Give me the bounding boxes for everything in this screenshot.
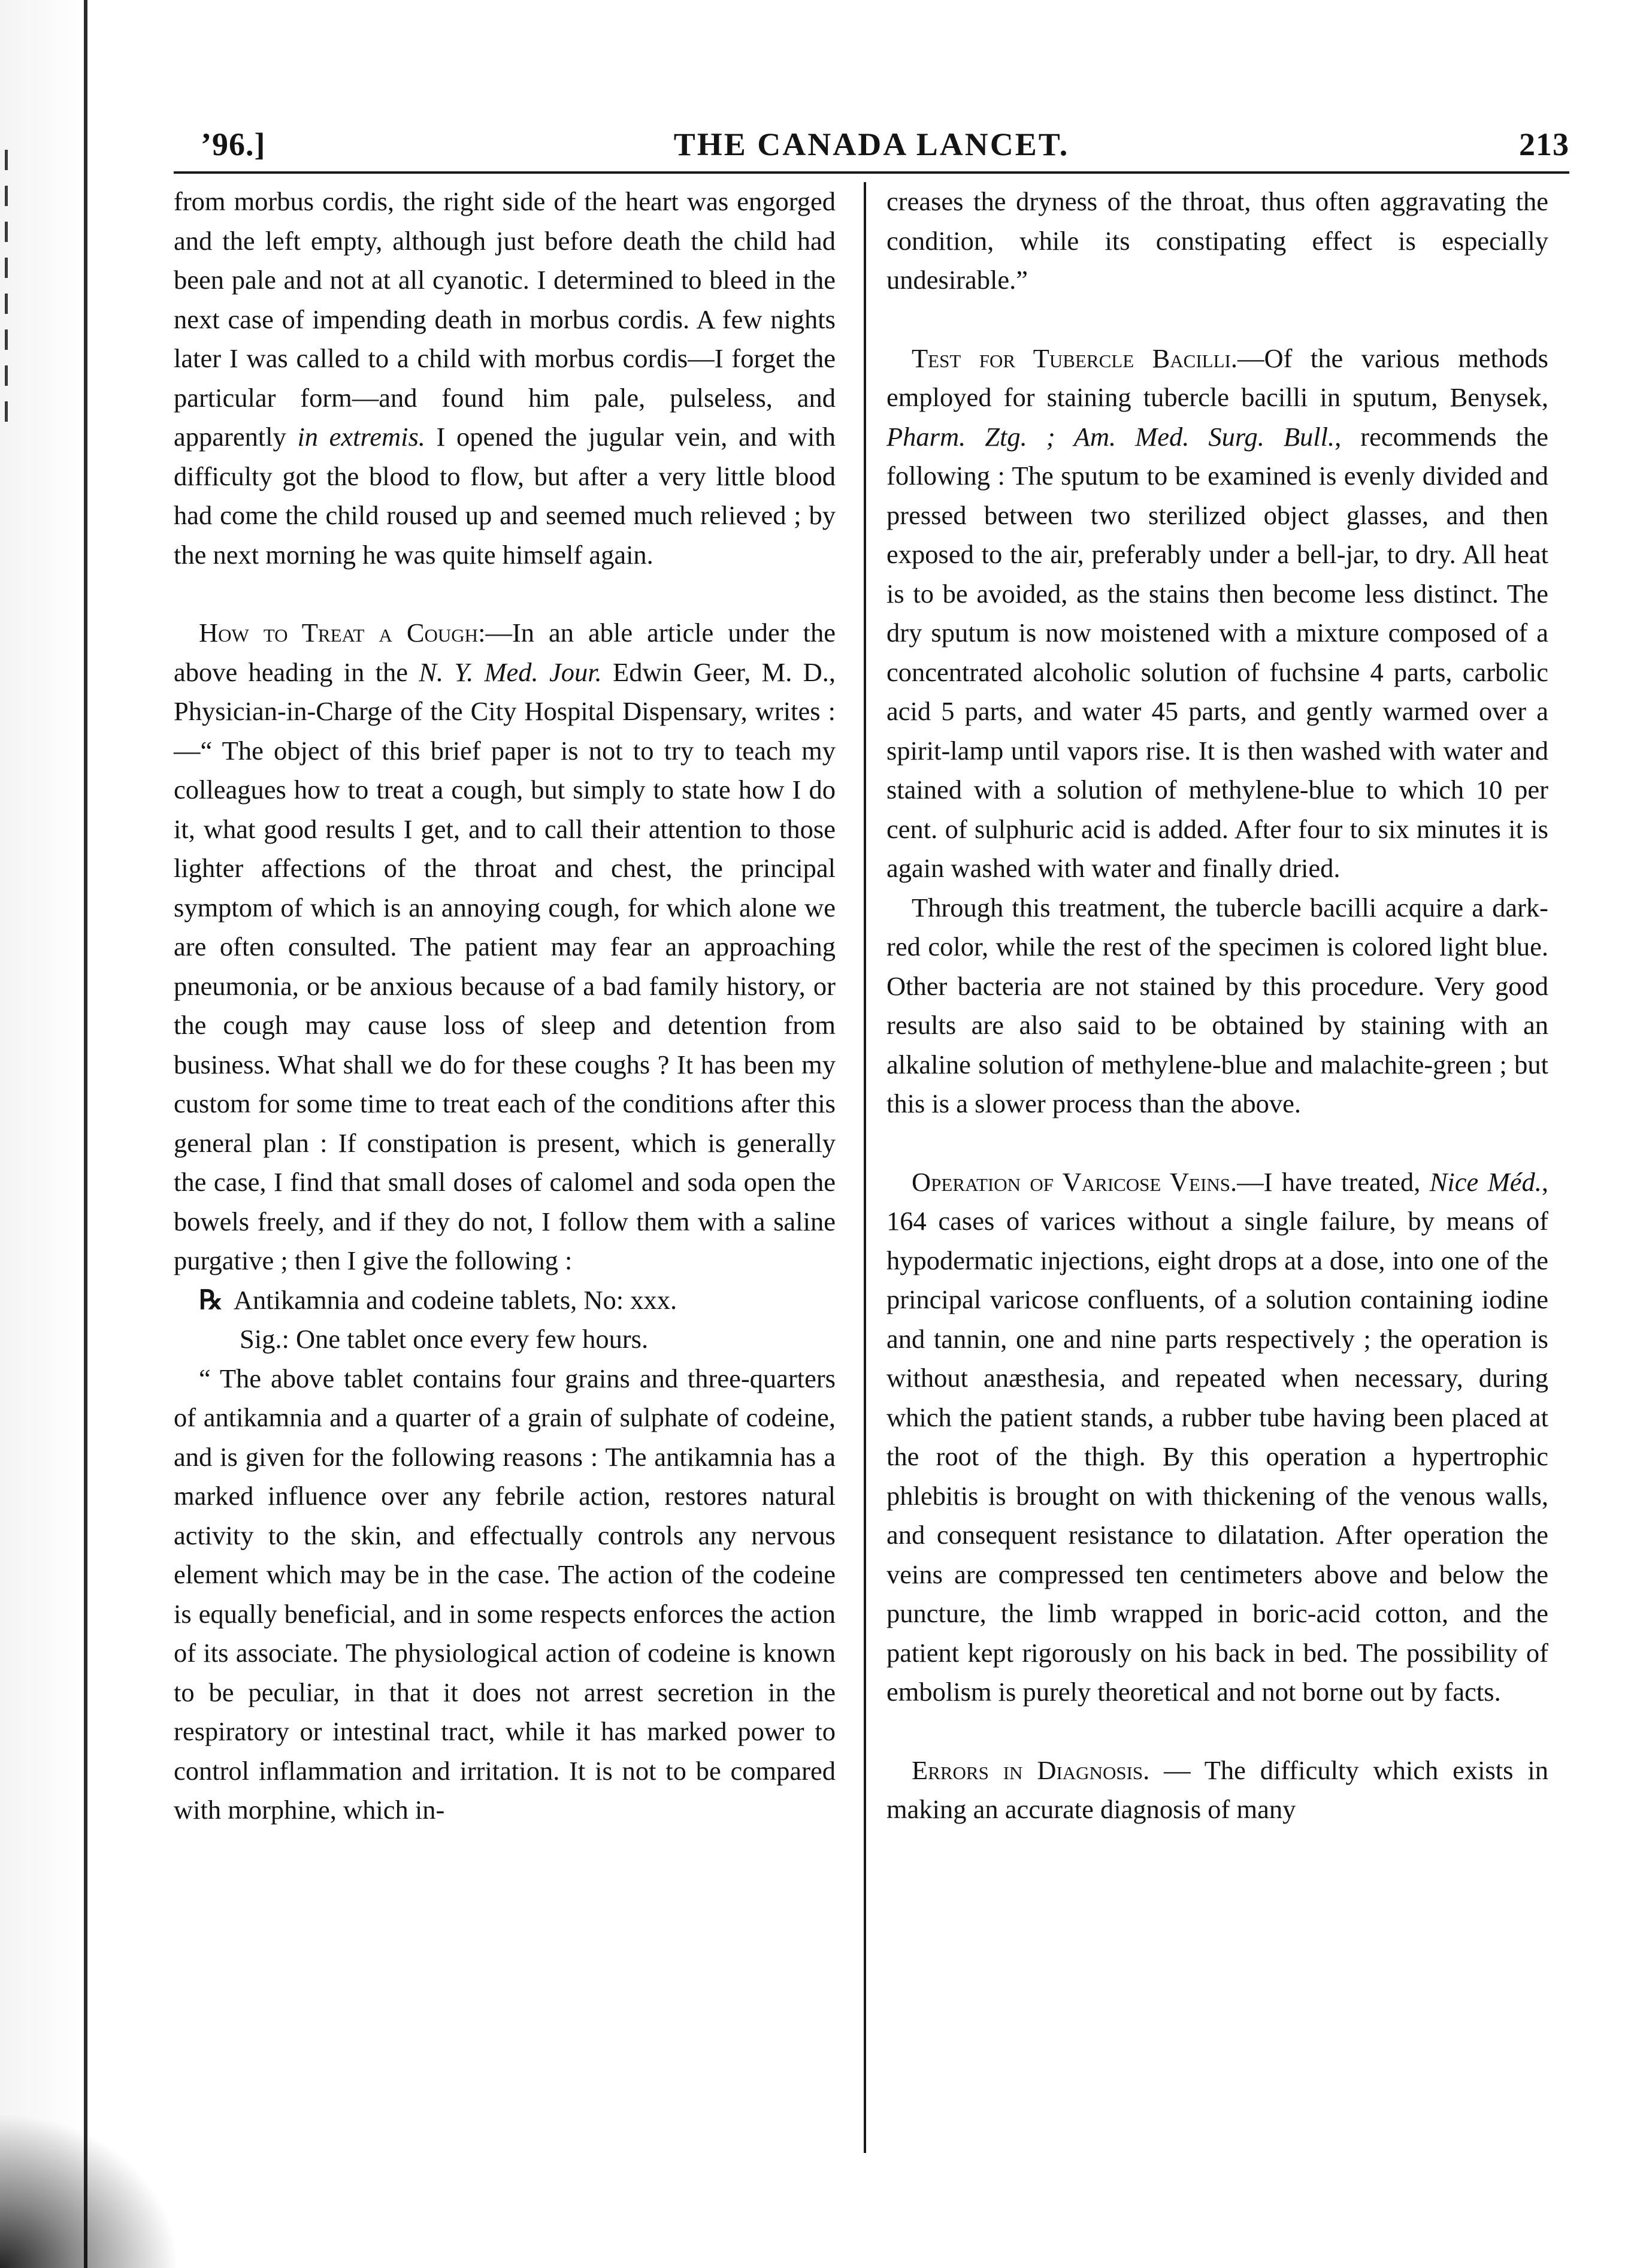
right-column bbox=[886, 182, 1548, 1829]
article-operation-of-varicose-veins: Operation of Varicose Veins.—I have treated, Nice Méd., 164 cases of varices without a single failure, by means of hypodermatic injections, eight drops at a dose, into one of the principal varicose confluents, of a solution containing iodine and tannin, one and nine parts respectively ; the operation is without anæsthesia, and repeated when necessary, during which the patient stands, a rubber tube having been placed at the root of the thigh. By this operation a hypertrophic phlebitis is brought on with thickening of the venous walls, and consequent resistance to dilatation. After operation the veins are compressed ten centimeters above and below the puncture, the limb wrapped in boric-acid cotton, and the patient kept rigorously on his back in bed. The possibility of embolism is purely theoretical and not borne out by facts. bbox=[886, 1166, 1549, 1707]
journal-citation: Pharm. Ztg. ; Am. Med. Surg. Bull. bbox=[886, 421, 1335, 452]
prescription-line: ℞ Antikamnia and codeine tablets, No: xxx. bbox=[199, 1284, 677, 1315]
section-heading: Test for Tubercle Bacilli bbox=[912, 343, 1231, 373]
margin-fragment bbox=[5, 294, 14, 314]
margin-fragment bbox=[5, 258, 14, 278]
journal-page bbox=[174, 120, 1569, 2133]
corner-smudge bbox=[0, 2112, 180, 2268]
paragraph-tablet-explanation: “ The above tablet contains four grains and three-quarters of antikamnia and a quarter of a grain of sulphate of codeine, and is given for the following reasons : The antikamnia has a marked influence over any febrile action, restores natural activity to the skin, and effectually controls any nervous element which may be in the case. The action of the codeine is equally beneficial, and in some respects enforces the action of its associate. The physiological action of codeine is known to be peculiar, in that it does not arrest secretion in the respiratory or intestinal tract, while it has marked power to control inflammation and irritation. It is not to be compared with morphine, which in- bbox=[174, 1363, 836, 1825]
section-heading: Errors in Diagnosis bbox=[912, 1755, 1143, 1785]
left-column bbox=[174, 182, 836, 1830]
binding-line bbox=[84, 0, 87, 2268]
journal-citation: N. Y. Med. Jour. bbox=[419, 657, 602, 687]
running-head bbox=[174, 120, 1569, 169]
article-test-for-tubercle-bacilli: Test for Tubercle Bacilli.—Of the various methods employed for staining tubercle bacilli in sputum, Benysek, Pharm. Ztg. ; Am. Med. Surg. Bull., recommends the following : The sputum to be examined is evenly divided and pressed between two sterilized object glasses, and then exposed to the air, preferably under a bell-jar, to dry. All heat is to be avoided, as the stains then become less distinct. The dry sputum is now moistened with a mixture composed of a concentrated alcoholic solution of fuchsine 4 parts, carbolic acid 5 parts, and water 45 parts, and gently warmed over a spirit-lamp until vapors rise. It is then washed with water and stained with a solution of methylene-blue to which 10 per cent. of sulphuric acid is added. After four to six minutes it is again washed with water and finally dried. bbox=[886, 343, 1549, 883]
journal-citation: Nice Méd. bbox=[1429, 1166, 1542, 1197]
italic-phrase: in extremis. bbox=[297, 422, 425, 452]
two-column-body bbox=[174, 182, 1569, 2135]
article-how-to-treat-a-cough: How to Treat a Cough:—In an able article under the above heading in the N. Y. Med. Jour. Edwin Geer, M. D., Physician-in-Charge of the City Hospital Dispensary, writes :—“ The object of this brief paper is not to try to teach my colleagues how to treat a cough, but simply to state how I do it, what good results I get, and to call their attention to those lighter affections of the throat and chest, the principal symptom of which is an annoying cough, for which alone we are often consulted. The patient may fear an approaching pneumonia, or be anxious because of a bad family history, or the cough may cause loss of sleep and detention from business. What shall we do for these coughs ? It has been my custom for some time to treat each of the conditions after this general plan : If constipation is present, which is generally the case, I find that small doses of calomel and soda open the bowels freely, and if they do not, I follow them with a saline purgative ; then I give the following : bbox=[174, 618, 836, 1275]
volume-year: ’96.] bbox=[201, 126, 266, 162]
article-errors-in-diagnosis: Errors in Diagnosis. — The difficulty which exists in making an accurate diagnosis of many bbox=[886, 1755, 1548, 1824]
rx-icon: ℞ bbox=[199, 1284, 223, 1315]
paragraph-continued: creases the dryness of the throat, thus often aggravating the condition, while its constipating effect is especially undesirable.” bbox=[886, 186, 1548, 295]
margin-fragment bbox=[5, 401, 14, 422]
margin-fragment bbox=[5, 329, 14, 350]
prescription-sig: Sig.: One tablet once every few hours. bbox=[240, 1324, 649, 1354]
section-heading: Operation of Varicose Veins bbox=[912, 1166, 1230, 1197]
paragraph-tubercle-results: Through this treatment, the tubercle bacilli acquire a dark-red color, while the rest of the specimen is colored light blue. Other bacteria are not stained by this procedure. Very good results are also said to be obtained by staining with an alkaline solution of methylene-blue and malachite-green ; but this is a slower process than the above. bbox=[886, 892, 1548, 1118]
margin-fragment bbox=[5, 150, 14, 170]
paragraph-morbus-cordis: from morbus cordis, the right side of the heart was engorged and the left empty, although just before death the child had been pale and not at all cyanotic. I determined to bleed in the next case of impending death in morbus cordis. A few nights later I was called to a child with morbus cordis—I forget the particular form—and found him pale, pulseless, and apparently in extremis. I opened the jugular vein, and with difficulty got the blood to flow, but after a very little blood had come the child roused up and seemed much relieved ; by the next morning he was quite himself again. bbox=[174, 186, 836, 570]
header-rule bbox=[174, 171, 1569, 174]
page-number: 213 bbox=[1519, 126, 1569, 162]
margin-fragment bbox=[5, 186, 14, 206]
column-rule bbox=[864, 182, 866, 2153]
section-heading: How to Treat a Cough bbox=[199, 618, 479, 648]
margin-fragment bbox=[5, 222, 14, 242]
journal-title: THE CANADA LANCET. bbox=[673, 126, 1070, 162]
margin-fragment bbox=[5, 365, 14, 386]
